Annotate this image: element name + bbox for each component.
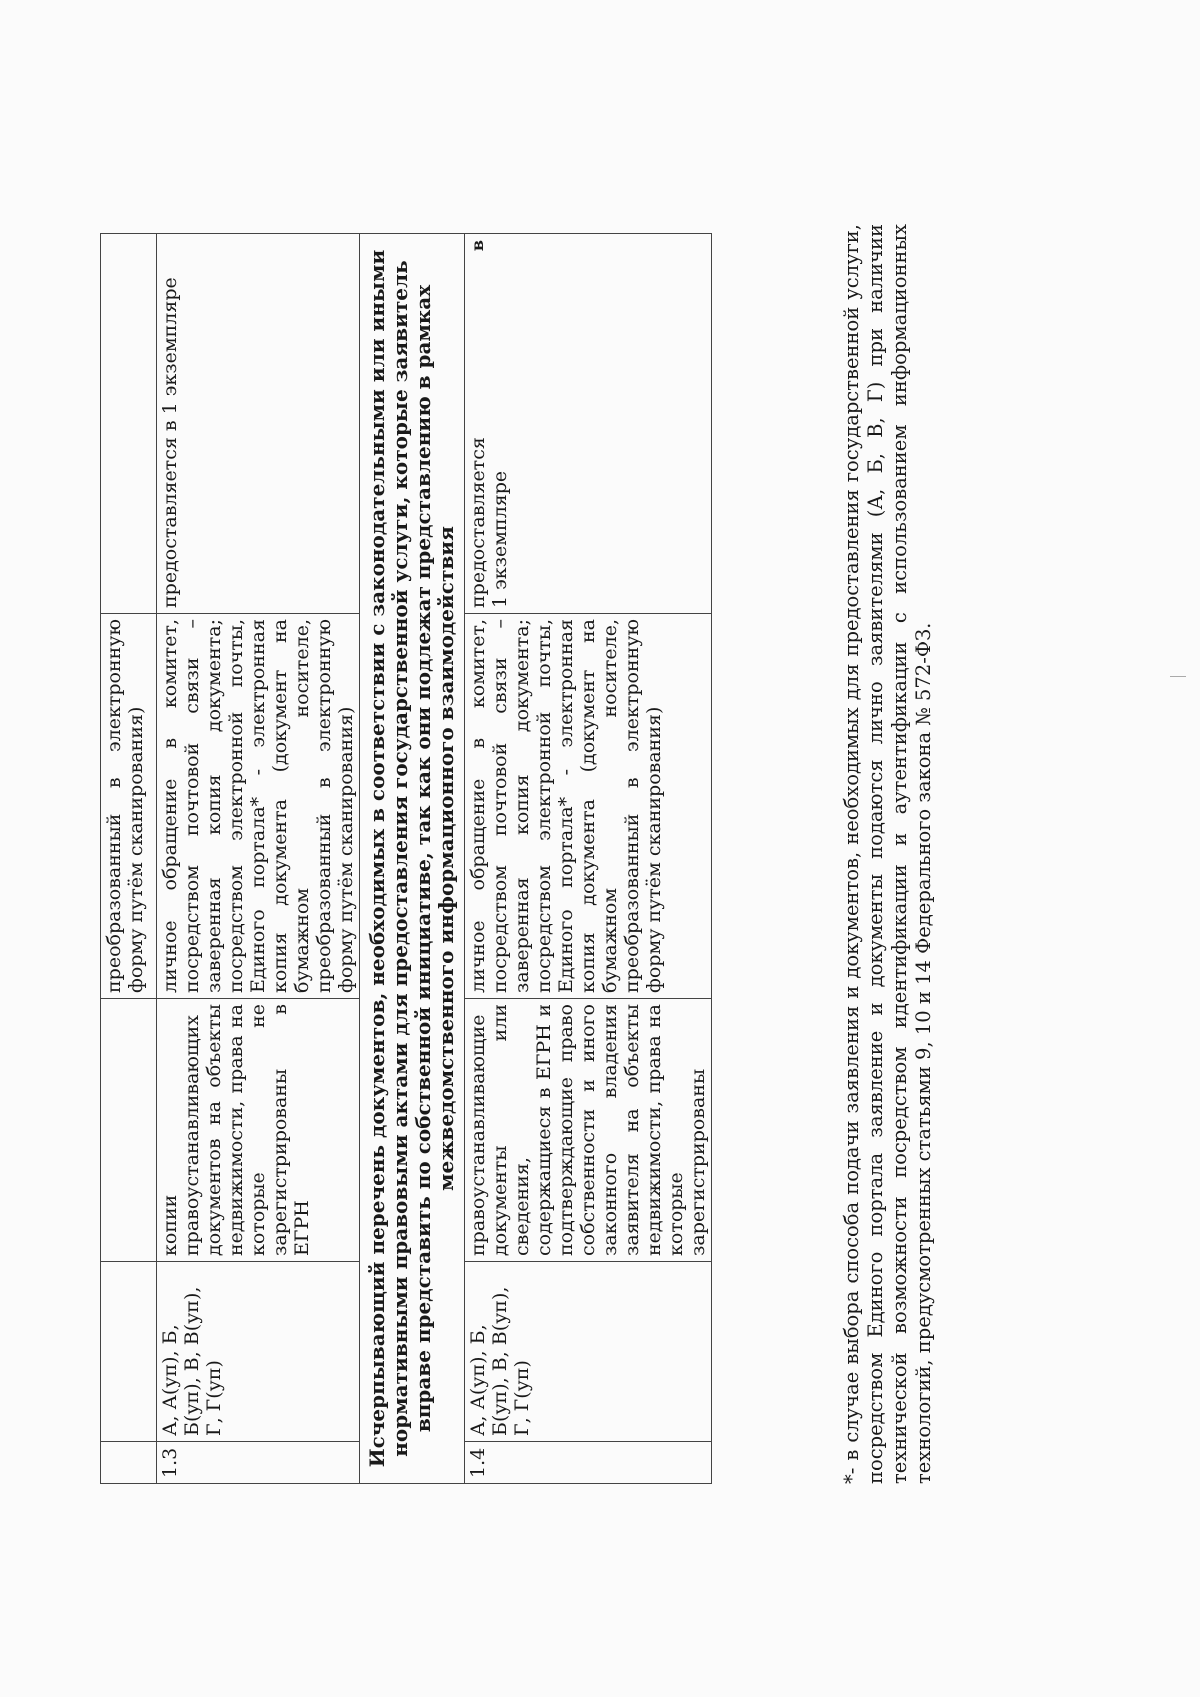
table-row-1-3 bbox=[157, 234, 360, 1484]
cell-method-continued: преобразованный в электронную форму путём сканирования) bbox=[101, 614, 157, 999]
method-cell: личное обращение в комитет, посредством почтовой связи – заверенная копия документа; посредством электронной почты, Единого портала* - электронная копия документа (документ на бумажном носителе, преобразованный в электронную форму путём сканирования) bbox=[465, 614, 712, 999]
scan-mark bbox=[1170, 672, 1186, 677]
quantity-cell bbox=[465, 234, 712, 614]
applicants-cell: А, А(уп), Б, Б(уп), В, В(уп), Г, Г(уп) bbox=[157, 1262, 360, 1442]
documents-table bbox=[100, 233, 712, 1484]
cell-empty-applicants bbox=[101, 1262, 157, 1442]
footnote: *- в случае выбора способа подачи заявления и документов, необходимых для предоставления государственной услуги, посредством Единого портала заявление и документы подаются лично заявителями (А, Б, В, Г) при наличии технической возможности посредством идентификации и аутентификации с использованием информационных технологий, предусмотренных статьями 9, 10 и 14 Федерального закона № 572-ФЗ. bbox=[840, 224, 935, 1484]
row-number: 1.4 bbox=[465, 1442, 712, 1484]
document-cell: правоустанавливающие документы или сведения, содержащиеся в ЕГРН и подтверждающие право собственности и иного законного владения заявителя на объекты недвижимости, права на которые зарегистрированы bbox=[465, 999, 712, 1262]
section-heading: Исчерпывающий перечень документов, необходимых в соответствии с законодательными или иными нормативными правовыми актами для предоставления государственной услуги, которые заявитель вправе представить по собственной инициативе, так как они подлежат представлению в рамках межведомственного информационного взаимодействия bbox=[360, 234, 465, 1484]
cell-empty-quantity bbox=[101, 234, 157, 614]
quantity-suffix: в bbox=[468, 240, 487, 252]
quantity-main: предоставляется bbox=[467, 437, 489, 608]
row-number: 1.3 bbox=[157, 1442, 360, 1484]
section-heading-row bbox=[360, 234, 465, 1484]
cell-empty-number bbox=[101, 1442, 157, 1484]
table-row-continued bbox=[101, 234, 157, 1484]
method-cell: личное обращение в комитет, посредством почтовой связи – заверенная копия документа; посредством электронной почты, Единого портала* - электронная копия документа (документ на бумажном носителе, преобразованный в электронную форму путём сканирования) bbox=[157, 614, 360, 999]
applicants-cell: А, А(уп), Б, Б(уп), В, В(уп), Г, Г(уп) bbox=[465, 1262, 712, 1442]
table-row-1-4 bbox=[465, 234, 712, 1484]
document-cell: копии правоустанавливающих документов на объекты недвижимости, права на которые не зарегистрированы в ЕГРН bbox=[157, 999, 360, 1262]
cell-empty-document bbox=[101, 999, 157, 1262]
quantity-line2: 1 экземпляре bbox=[489, 470, 511, 608]
quantity-cell: предоставляется в 1 экземпляре bbox=[157, 234, 360, 614]
